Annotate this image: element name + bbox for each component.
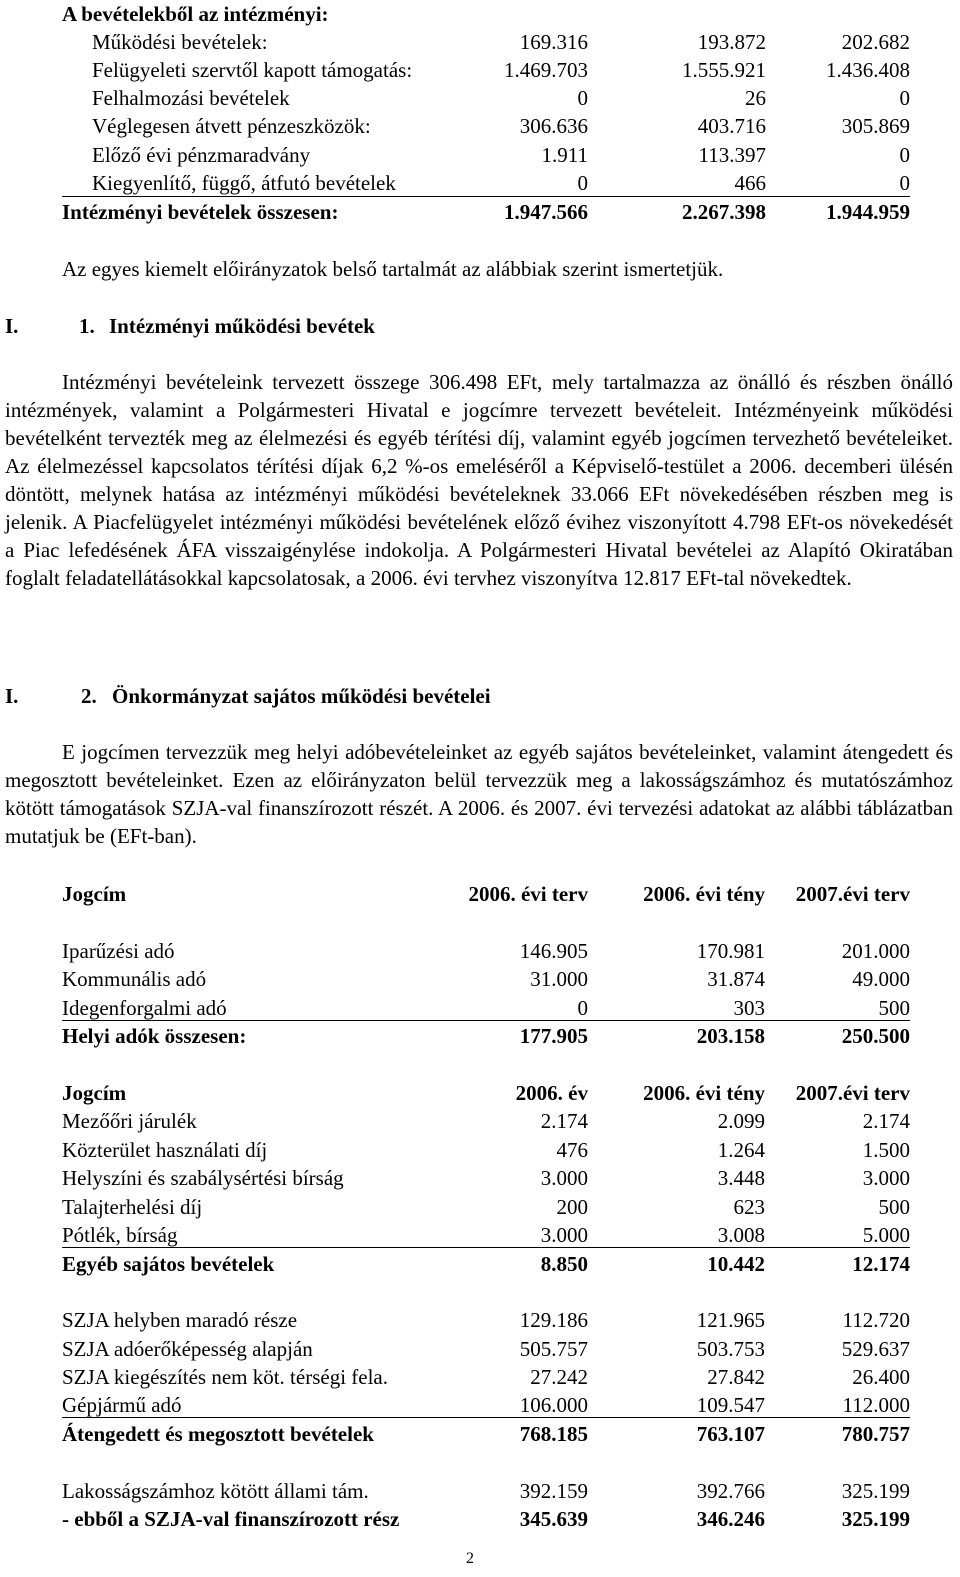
total-value-1: 345.639 (519, 1507, 588, 1531)
row-name: Mezőőri járulék (62, 1109, 197, 1133)
header-name: Jogcím (62, 882, 127, 906)
total-value-1: 177.905 (519, 1024, 588, 1048)
row-value-3: 3.000 (862, 1166, 910, 1190)
header-col-1: 2006. év (515, 1081, 588, 1105)
section-2-paragraph (5, 738, 953, 850)
header-col-3: 2007.évi terv (795, 1081, 910, 1105)
row-value-2: 1.264 (717, 1138, 765, 1162)
header-col-3: 2007.évi terv (795, 882, 910, 906)
section-number: I. (5, 684, 19, 708)
row-name: Iparűzési adó (62, 939, 175, 963)
table-row (62, 1335, 910, 1363)
row-value-1: 505.757 (519, 1337, 588, 1361)
table-row (62, 1193, 910, 1221)
row-name: Lakosságszámhoz kötött állami tám. (62, 1479, 369, 1503)
section-number: I. (5, 314, 19, 338)
top-table-row (62, 28, 910, 56)
row-value-1: 129.186 (519, 1308, 588, 1332)
row-value-3: 0 (899, 143, 910, 167)
paragraph-text: Intézményi bevételeink tervezett összege 306.498 EFt, mely tartalmazza az önálló és részben önálló intézmények, valamint a Polgármesteri Hivatal e jogcímre tervezett bevételeit. Intézményeink működési bevételként tervezték meg az élelmezési és egyéb térítési díj, valamint egyéb jogcímen tervezhető bevételeiket. Az élelmezéssel kapcsolatos térítési díjak 6,2 %-os emeléséről a Képviselő-testület a 2006. decemberi ülésén döntött, melynek hatása az intézményi működési bevételeknek 33.066 EFt növekedésében részben meg is jelenik. A Piacfelügyelet intézményi működési bevételének előző évihez viszonyított 4.798 EFt-os növekedését a Piac lefedésének ÁFA visszaigénylése indokolja. A Polgármesteri Hivatal bevételei az Alapító Okiratában foglalt feladatellátásokkal kapcsolatosak, a 2006. évi tervhez viszonyítva 12.817 EFt-tal növekedtek. (5, 370, 953, 590)
row-value-3: 49.000 (852, 967, 910, 991)
row-value-2: 1.555.921 (682, 58, 766, 82)
row-value-3: 202.682 (841, 30, 910, 54)
row-value-1: 106.000 (519, 1393, 588, 1417)
row-value-3: 1.436.408 (826, 58, 910, 82)
intro-sentence: Az egyes kiemelt előirányzatok belső tartalmát az alábbiak szerint ismertetjük. (62, 257, 724, 281)
table-row (62, 1107, 910, 1135)
table-row (62, 965, 910, 993)
row-value-2: 27.842 (707, 1365, 765, 1389)
row-value-2: 503.753 (696, 1337, 765, 1361)
table-row (62, 1363, 910, 1391)
row-value-1: 3.000 (540, 1223, 588, 1247)
row-value-3: 0 (899, 86, 910, 110)
row-value-2: 193.872 (697, 30, 766, 54)
top-table-row (62, 112, 910, 140)
row-name: Talajterhelési díj (62, 1195, 203, 1219)
row-name: Helyszíni és szabálysértési bírság (62, 1166, 344, 1190)
table1-total (62, 1022, 910, 1050)
row-value-1: 200 (556, 1195, 588, 1219)
row-value-3: 500 (878, 1195, 910, 1219)
top-table-row (62, 169, 910, 197)
page-number: 2 (466, 1550, 474, 1567)
total-value-3: 12.174 (852, 1252, 910, 1276)
row-label: Véglegesen átvett pénzeszközök: (92, 114, 371, 138)
row-value-1: 1.469.703 (504, 58, 588, 82)
row-value-1: 2.174 (540, 1109, 588, 1133)
section-1-paragraph (5, 368, 953, 592)
row-value-2: 121.965 (696, 1308, 765, 1332)
row-value-1: 31.000 (530, 967, 588, 991)
row-name: Kommunális adó (62, 967, 207, 991)
row-name: Idegenforgalmi adó (62, 996, 227, 1020)
table-row (62, 1164, 910, 1192)
row-label: Felhalmozási bevételek (92, 86, 290, 110)
header-col-2: 2006. évi tény (643, 1081, 765, 1105)
row-label: Előző évi pénzmaradvány (92, 143, 311, 167)
row-value-3: 529.637 (841, 1337, 910, 1361)
header-name: Jogcím (62, 1081, 127, 1105)
row-label: Kiegyenlítő, függő, átfutó bevételek (92, 171, 396, 195)
top-table-row (62, 84, 910, 112)
table-row (62, 1136, 910, 1164)
row-value-2: 2.099 (717, 1109, 765, 1133)
row-value-2: 392.766 (696, 1479, 765, 1503)
header-col-2: 2006. évi tény (643, 882, 765, 906)
top-table-row (62, 56, 910, 84)
table1-header (62, 880, 910, 908)
row-name: Közterület használati díj (62, 1138, 268, 1162)
total-name: Helyi adók összesen: (62, 1024, 247, 1048)
row-value-3: 0 (899, 171, 910, 195)
row-value-3: 500 (878, 996, 910, 1020)
total-value-1: 8.850 (540, 1252, 588, 1276)
paragraph-text: E jogcímen tervezzük meg helyi adóbevételeinket az egyéb sajátos bevételeinket, valamint átengedett és megosztott bevételeinket. Ezen az előirányzaton belül tervezzük meg a lakosságszámhoz és mutatószámhoz kötött támogatások SZJA-val finanszírozott részét. A 2006. és 2007. évi tervezési adatokat az alábbi táblázatban mutatjuk be (EFt-ban). (5, 740, 953, 848)
row-value-1: 3.000 (540, 1166, 588, 1190)
row-value-1: 0 (577, 171, 588, 195)
row-value-1: 1.911 (541, 143, 588, 167)
total-value-3: 325.199 (841, 1507, 910, 1531)
total-value-1: 1.947.566 (504, 200, 588, 224)
total-value-2: 203.158 (696, 1024, 765, 1048)
top-table-total (62, 198, 910, 226)
row-value-2: 3.448 (717, 1166, 765, 1190)
total-label: Intézményi bevételek összesen: (62, 200, 339, 224)
total-value-2: 346.246 (696, 1507, 765, 1531)
total-name: - ebből a SZJA-val finanszírozott rész (62, 1507, 400, 1531)
row-label: Működési bevételek: (92, 30, 268, 54)
total-value-2: 763.107 (696, 1422, 765, 1446)
subsection-number: 1. (79, 314, 95, 338)
row-value-2: 31.874 (707, 967, 765, 991)
table-row (62, 1221, 910, 1248)
row-value-3: 112.720 (842, 1308, 910, 1332)
subsection-number: 2. (81, 684, 97, 708)
table-row (62, 994, 910, 1021)
row-name: SZJA adóerőképesség alapján (62, 1337, 313, 1361)
total-value-3: 1.944.959 (826, 200, 910, 224)
row-value-2: 170.981 (696, 939, 765, 963)
row-value-2: 3.008 (717, 1223, 765, 1247)
section-title: Önkormányzat sajátos működési bevételei (112, 684, 491, 708)
row-name: SZJA helyben maradó része (62, 1308, 298, 1332)
row-value-2: 109.547 (696, 1393, 765, 1417)
total-value-2: 2.267.398 (682, 200, 766, 224)
table-row (62, 1477, 910, 1505)
row-value-2: 303 (733, 996, 765, 1020)
row-name: Gépjármű adó (62, 1393, 182, 1417)
header-col-1: 2006. évi terv (468, 882, 588, 906)
total-value-3: 780.757 (841, 1422, 910, 1446)
table4-total (62, 1505, 910, 1533)
total-value-1: 768.185 (519, 1422, 588, 1446)
row-value-1: 0 (577, 996, 588, 1020)
row-value-3: 112.000 (842, 1393, 910, 1417)
table2-header (62, 1079, 910, 1107)
row-value-2: 113.397 (698, 143, 766, 167)
table-row (62, 1306, 910, 1334)
total-name: Egyéb sajátos bevételek (62, 1252, 275, 1276)
total-name: Átengedett és megosztott bevételek (62, 1422, 374, 1446)
row-value-3: 2.174 (862, 1109, 910, 1133)
row-value-1: 306.636 (519, 114, 588, 138)
row-value-2: 403.716 (697, 114, 766, 138)
table-row (62, 1391, 910, 1418)
row-value-1: 0 (577, 86, 588, 110)
table-row (62, 937, 910, 965)
row-label: Felügyeleti szervtől kapott támogatás: (92, 58, 413, 82)
section-title: Intézményi működési bevétek (109, 314, 375, 338)
row-value-2: 26 (745, 86, 766, 110)
row-name: SZJA kiegészítés nem köt. térségi fela. (62, 1365, 389, 1389)
row-value-3: 1.500 (862, 1138, 910, 1162)
row-value-1: 169.316 (519, 30, 588, 54)
row-value-2: 466 (734, 171, 766, 195)
row-name: Pótlék, bírság (62, 1223, 178, 1247)
row-value-3: 305.869 (841, 114, 910, 138)
row-value-3: 325.199 (841, 1479, 910, 1503)
total-value-3: 250.500 (841, 1024, 910, 1048)
top-table-row (62, 141, 910, 169)
table3-total (62, 1420, 910, 1448)
row-value-1: 146.905 (519, 939, 588, 963)
row-value-1: 27.242 (530, 1365, 588, 1389)
row-value-1: 392.159 (519, 1479, 588, 1503)
row-value-3: 26.400 (852, 1365, 910, 1389)
row-value-1: 476 (556, 1138, 588, 1162)
row-value-3: 201.000 (841, 939, 910, 963)
row-value-2: 623 (733, 1195, 765, 1219)
row-value-3: 5.000 (862, 1223, 910, 1247)
total-value-2: 10.442 (707, 1252, 765, 1276)
table2-total (62, 1250, 910, 1278)
intro-heading: A bevételekből az intézményi: (62, 2, 329, 26)
